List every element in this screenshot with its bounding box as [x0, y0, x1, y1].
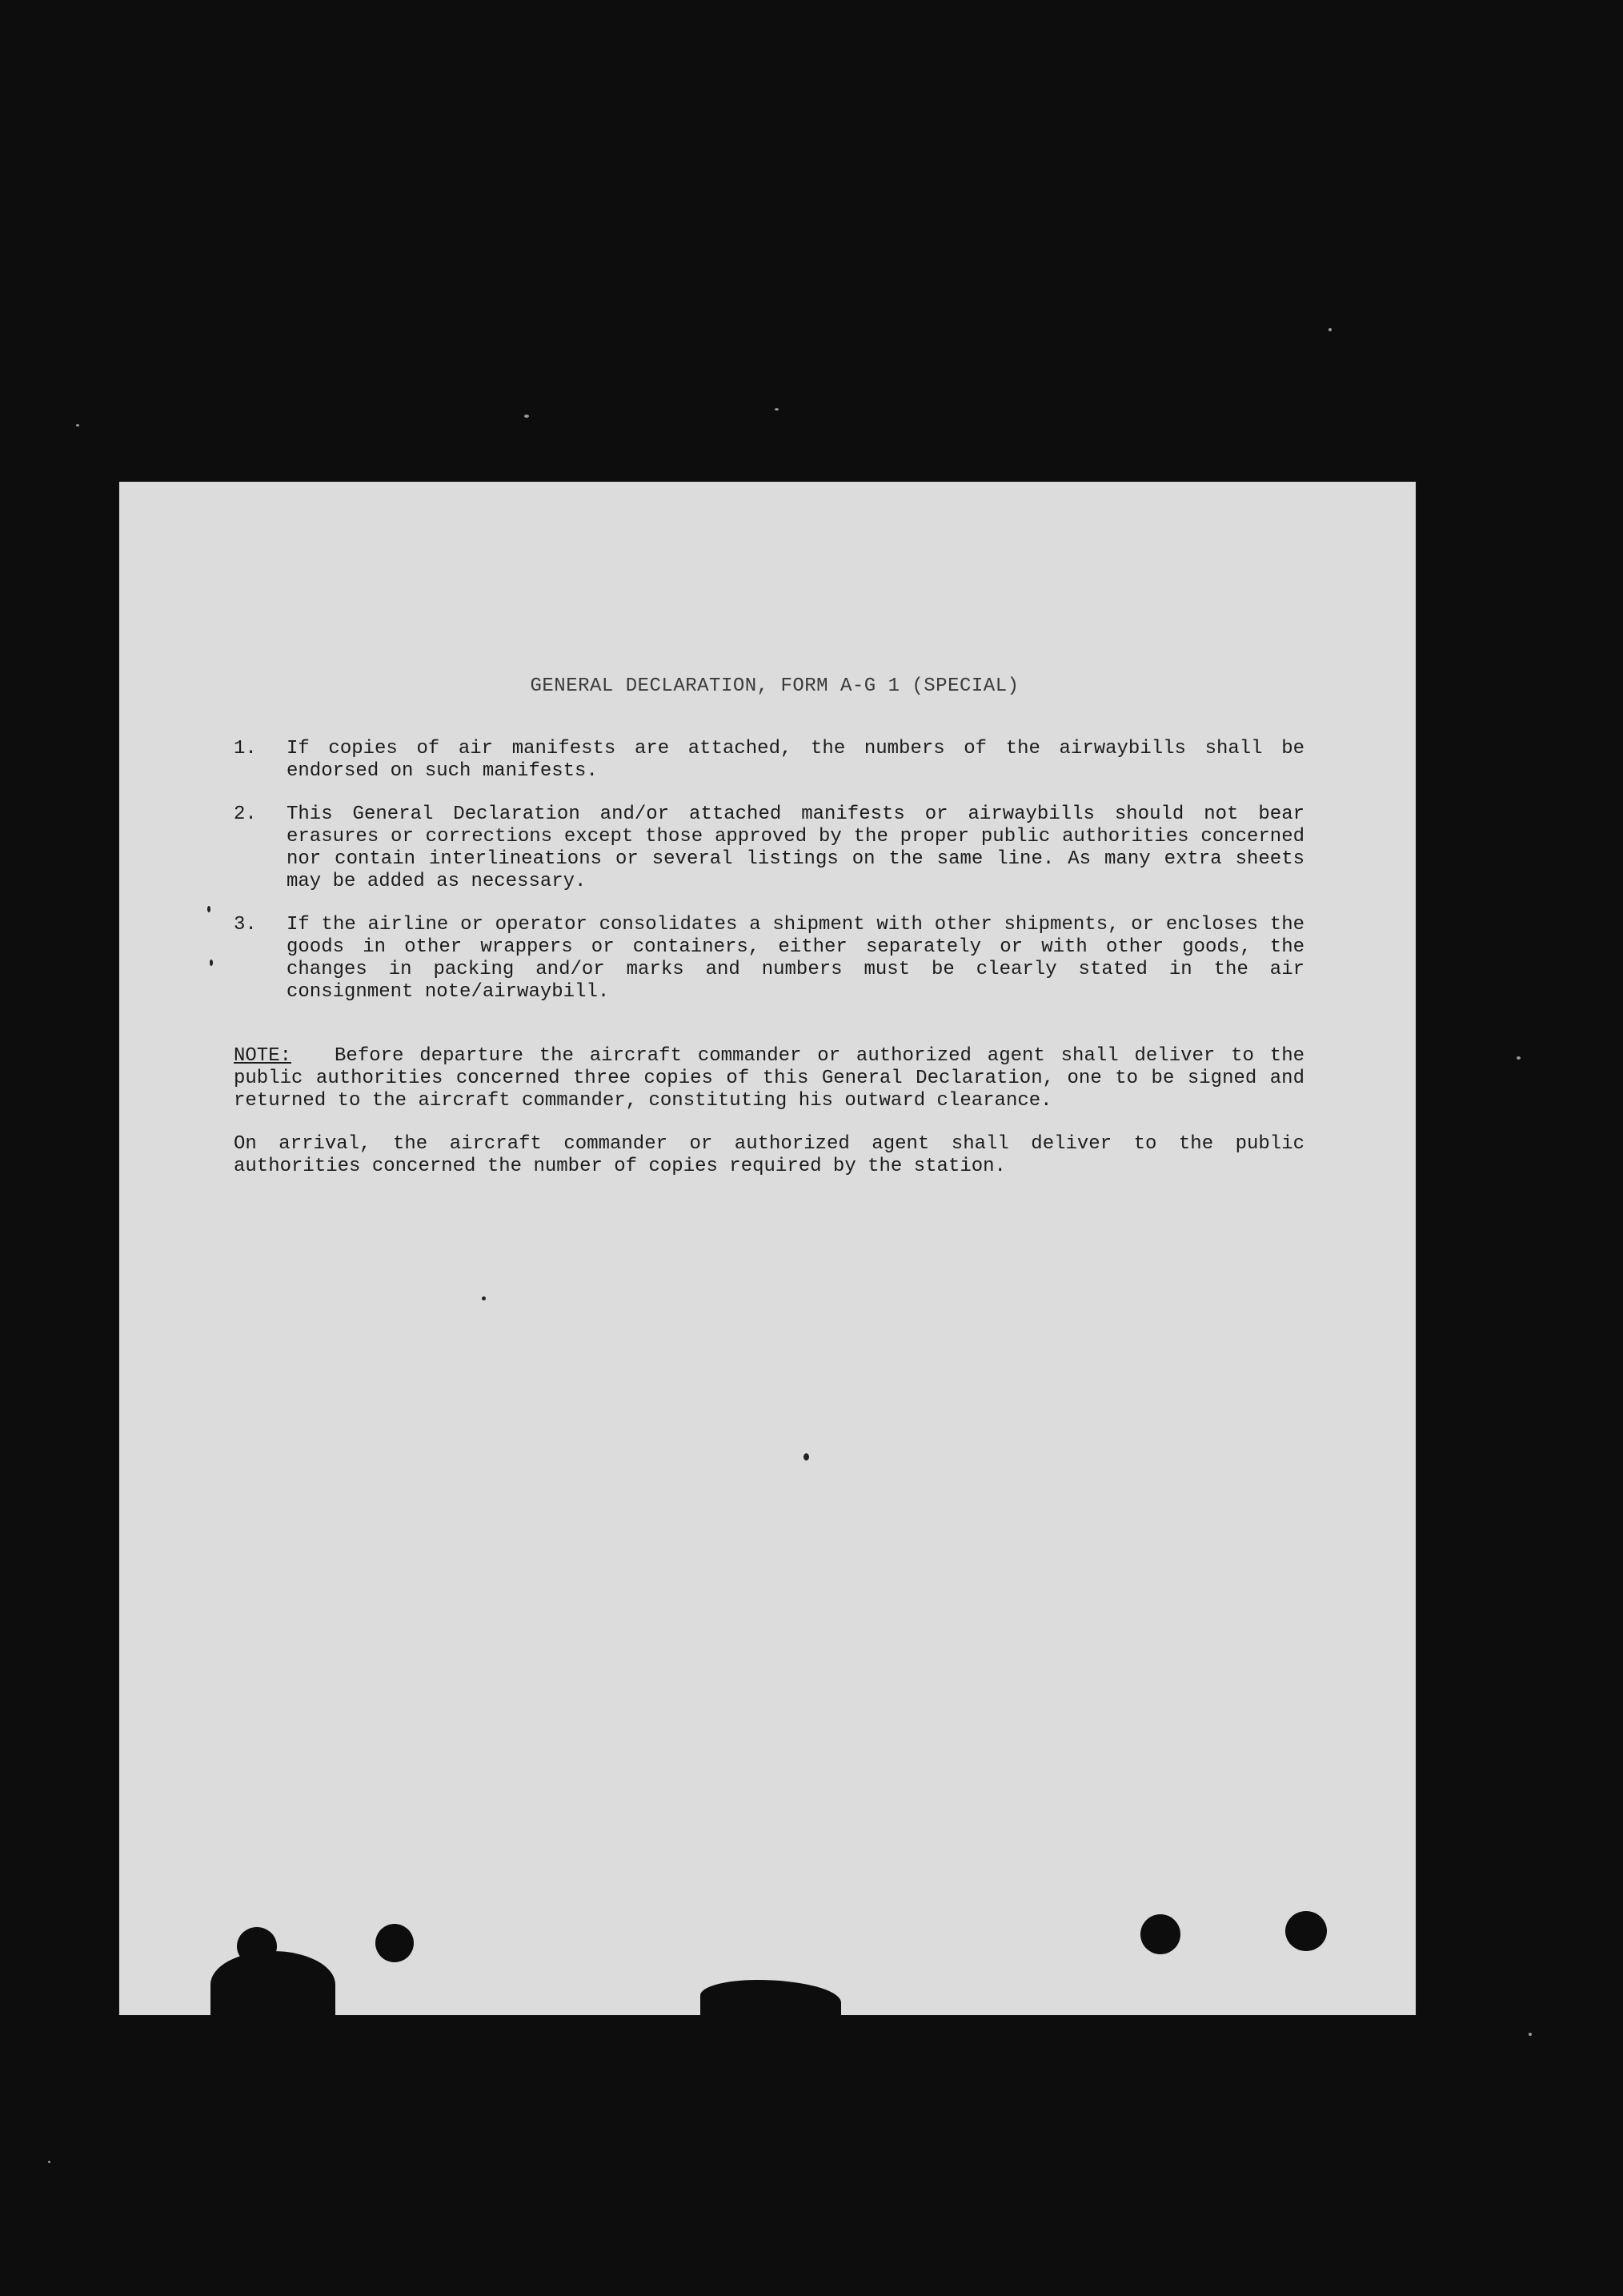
instruction-item-2 [234, 803, 1304, 893]
punch-hole [1140, 1914, 1180, 1954]
instruction-item-3 [234, 914, 1304, 1004]
stray-mark [482, 1296, 486, 1300]
item-text: If copies of air manifests are attached, the numbers of the airwaybills shall be endorsed on such manifests. [287, 738, 1304, 782]
note-paragraph [234, 1045, 1304, 1112]
note-text: Before departure the aircraft commander or authorized agent shall deliver to the public authorities concerned three copies of this General Declaration, one to be signed and returned to the aircraft commander, constituting his outward clearance. [234, 1045, 1304, 1112]
item-text: This General Declaration and/or attached manifests or airwaybills should not bear erasures or corrections except those approved by the proper public authorities concerned nor contain interlineations or several listings on the same line. As many extra sheets may be added as necessary. [287, 803, 1304, 892]
punch-hole [1285, 1911, 1327, 1951]
punch-hole [375, 1924, 414, 1962]
document-page [119, 482, 1416, 2015]
arrival-paragraph: On arrival, the aircraft commander or authorized agent shall deliver to the public authorities concerned the number of copies required by the station. [234, 1133, 1304, 1177]
scan-speck [524, 415, 529, 418]
document-body [234, 675, 1304, 1178]
scan-speck [48, 2161, 50, 2163]
scan-speck [775, 408, 779, 411]
stray-mark [803, 1453, 809, 1461]
stray-mark [207, 906, 210, 912]
torn-edge [210, 1951, 335, 2018]
item-number: 3. [234, 914, 257, 936]
item-number: 2. [234, 803, 257, 825]
item-number: 1. [234, 738, 257, 759]
scan-speck [1529, 2033, 1532, 2036]
scan-speck [76, 424, 79, 427]
scan-speck [1517, 1056, 1521, 1060]
instruction-item-1 [234, 738, 1304, 783]
stray-mark [210, 960, 213, 966]
item-text: If the airline or operator consolidates a shipment with other shipments, or encloses the goods in other wrappers or containers, either separately or with other goods, the changes in packing and/or marks and numbers must be clearly stated in the air consignment note/airwaybill. [287, 914, 1304, 1003]
note-label: NOTE: [234, 1045, 292, 1067]
torn-edge [700, 1980, 841, 2018]
document-title: GENERAL DECLARATION, FORM A-G 1 (SPECIAL) [530, 675, 1020, 697]
scan-speck [1328, 328, 1332, 331]
